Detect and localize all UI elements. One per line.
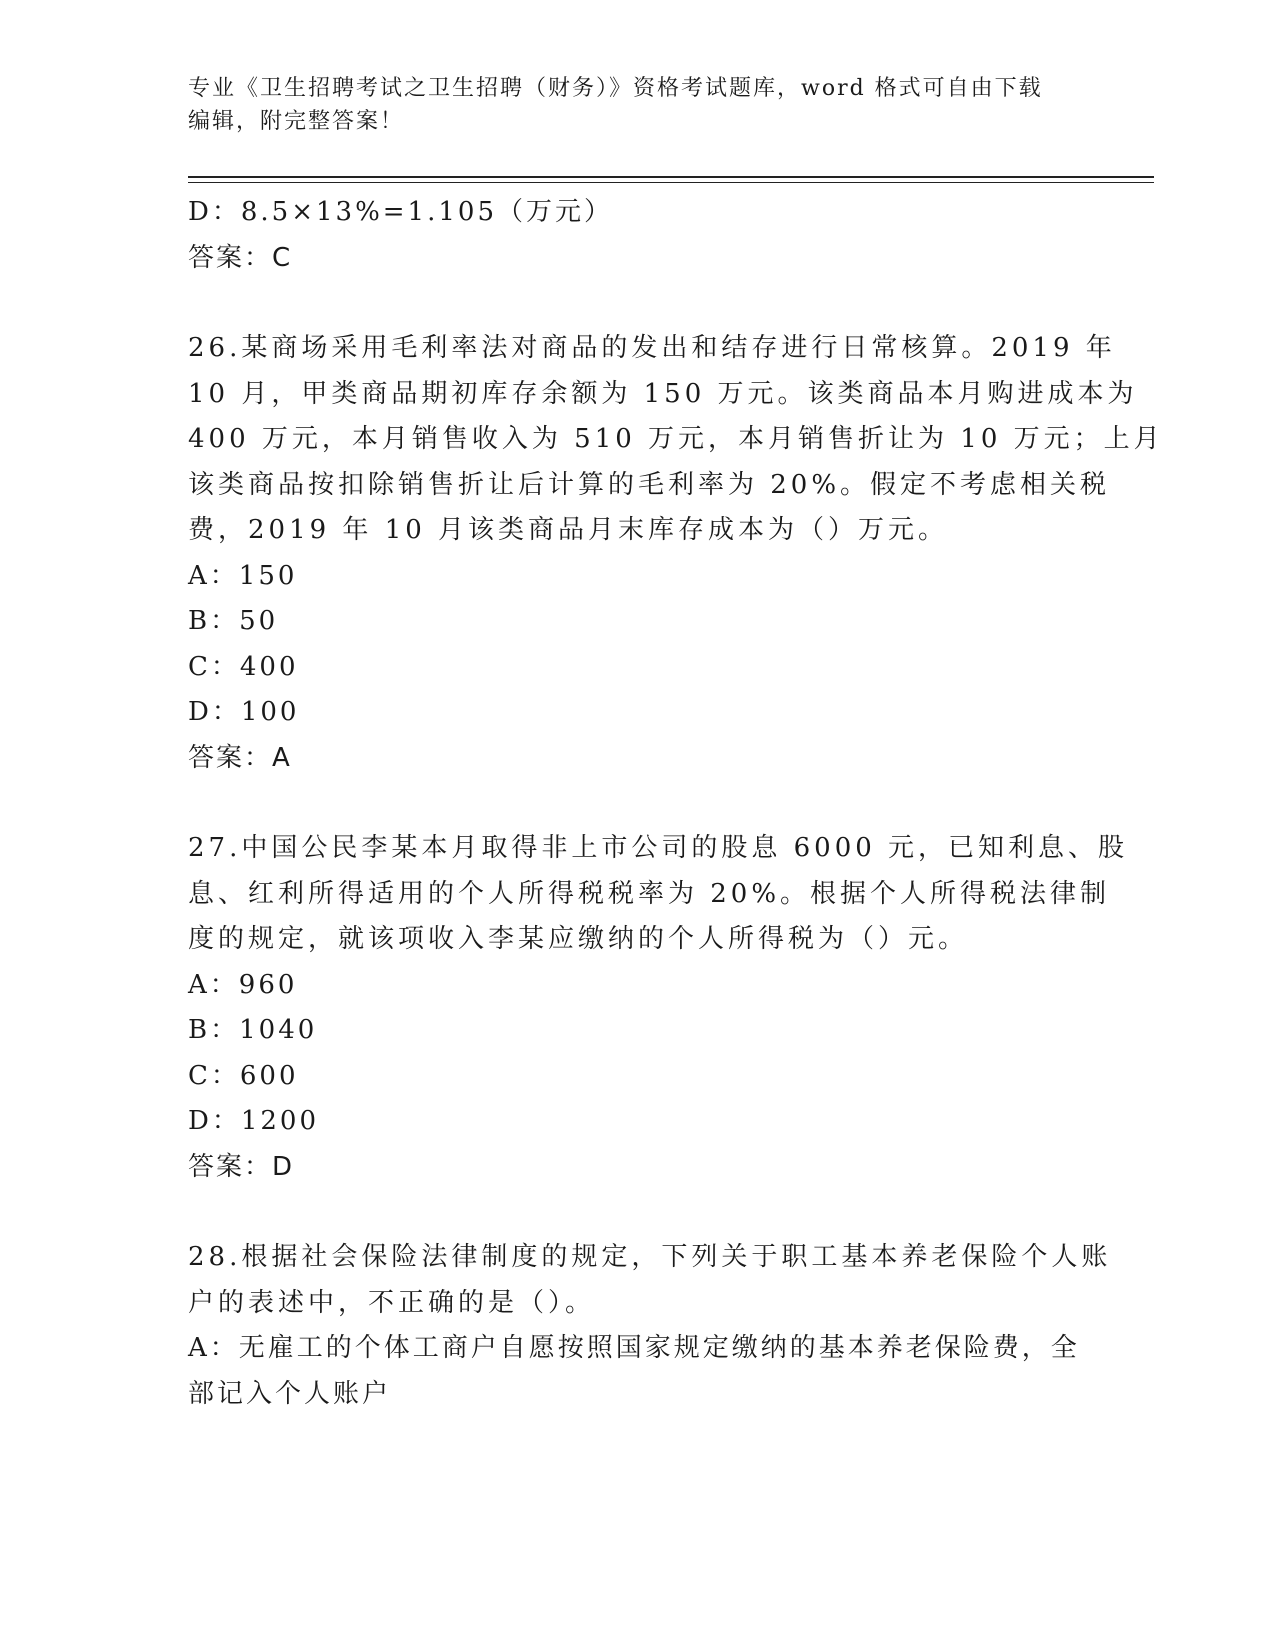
question-stem — [188, 326, 1164, 554]
stem-line: 该类商品按扣除销售折让后计算的毛利率为 20%。假定不考虑相关税 — [188, 469, 1111, 500]
previous-question-tail — [188, 190, 1088, 281]
option-b: B：50 — [188, 606, 279, 636]
header-line: 专业《卫生招聘考试之卫生招聘（财务）》资格考试题库，word 格式可自由下载 — [188, 76, 1043, 101]
question-27 — [188, 826, 1129, 1190]
stem-line: 28.根据社会保险法律制度的规定，下列关于职工基本养老保险个人账 — [188, 1242, 1112, 1272]
stem-line: 息、红利所得适用的个人所得税税率为 20%。根据个人所得税法律制 — [188, 878, 1111, 909]
option-c: C：400 — [188, 651, 299, 682]
option-a: A：无雇工的个体工商户自愿按照国家规定缴纳的基本养老保险费，全 — [188, 1333, 1080, 1363]
question-26 — [188, 326, 1164, 781]
option-c: C：600 — [188, 1060, 299, 1091]
header-line: 编辑，附完整答案！ — [188, 109, 405, 134]
document-body — [188, 190, 1164, 1417]
stem-line: 26.某商场采用毛利率法对商品的发出和结存进行日常核算。2019 年 — [188, 333, 1116, 363]
question-28 — [188, 1235, 1112, 1417]
answer-line: 答案：C — [188, 242, 293, 273]
option-b: B：1040 — [188, 1015, 318, 1045]
option-a: A：150 — [188, 560, 298, 591]
question-stem — [188, 1235, 1112, 1326]
option-a-continued: 部记入个人账户 — [188, 1378, 392, 1409]
question-stem — [188, 826, 1129, 963]
stem-line: 度的规定，就该项收入李某应缴纳的个人所得税为（）元。 — [188, 924, 969, 954]
stem-line: 10 月，甲类商品期初库存余额为 150 万元。该类商品本月购进成本为 — [188, 378, 1138, 409]
option-a: A：960 — [188, 969, 298, 1000]
header-divider-thick — [188, 176, 1154, 178]
document-header — [188, 72, 1068, 138]
stem-line: 27.中国公民李某本月取得非上市公司的股息 6000 元，已知利息、股 — [188, 833, 1129, 863]
option-d: D：8.5×13%=1.105（万元） — [188, 197, 613, 227]
option-d: D：100 — [188, 697, 300, 727]
answer-line: 答案：D — [188, 1151, 295, 1182]
stem-line: 400 万元，本月销售收入为 510 万元，本月销售折让为 10 万元；上月 — [188, 424, 1164, 454]
option-d: D：1200 — [188, 1106, 320, 1136]
header-divider-thin — [188, 182, 1154, 183]
stem-line: 费，2019 年 10 月该类商品月末库存成本为（）万元。 — [188, 515, 949, 545]
stem-line: 户的表述中，不正确的是（）。 — [188, 1287, 596, 1318]
answer-line: 答案：A — [188, 742, 292, 773]
